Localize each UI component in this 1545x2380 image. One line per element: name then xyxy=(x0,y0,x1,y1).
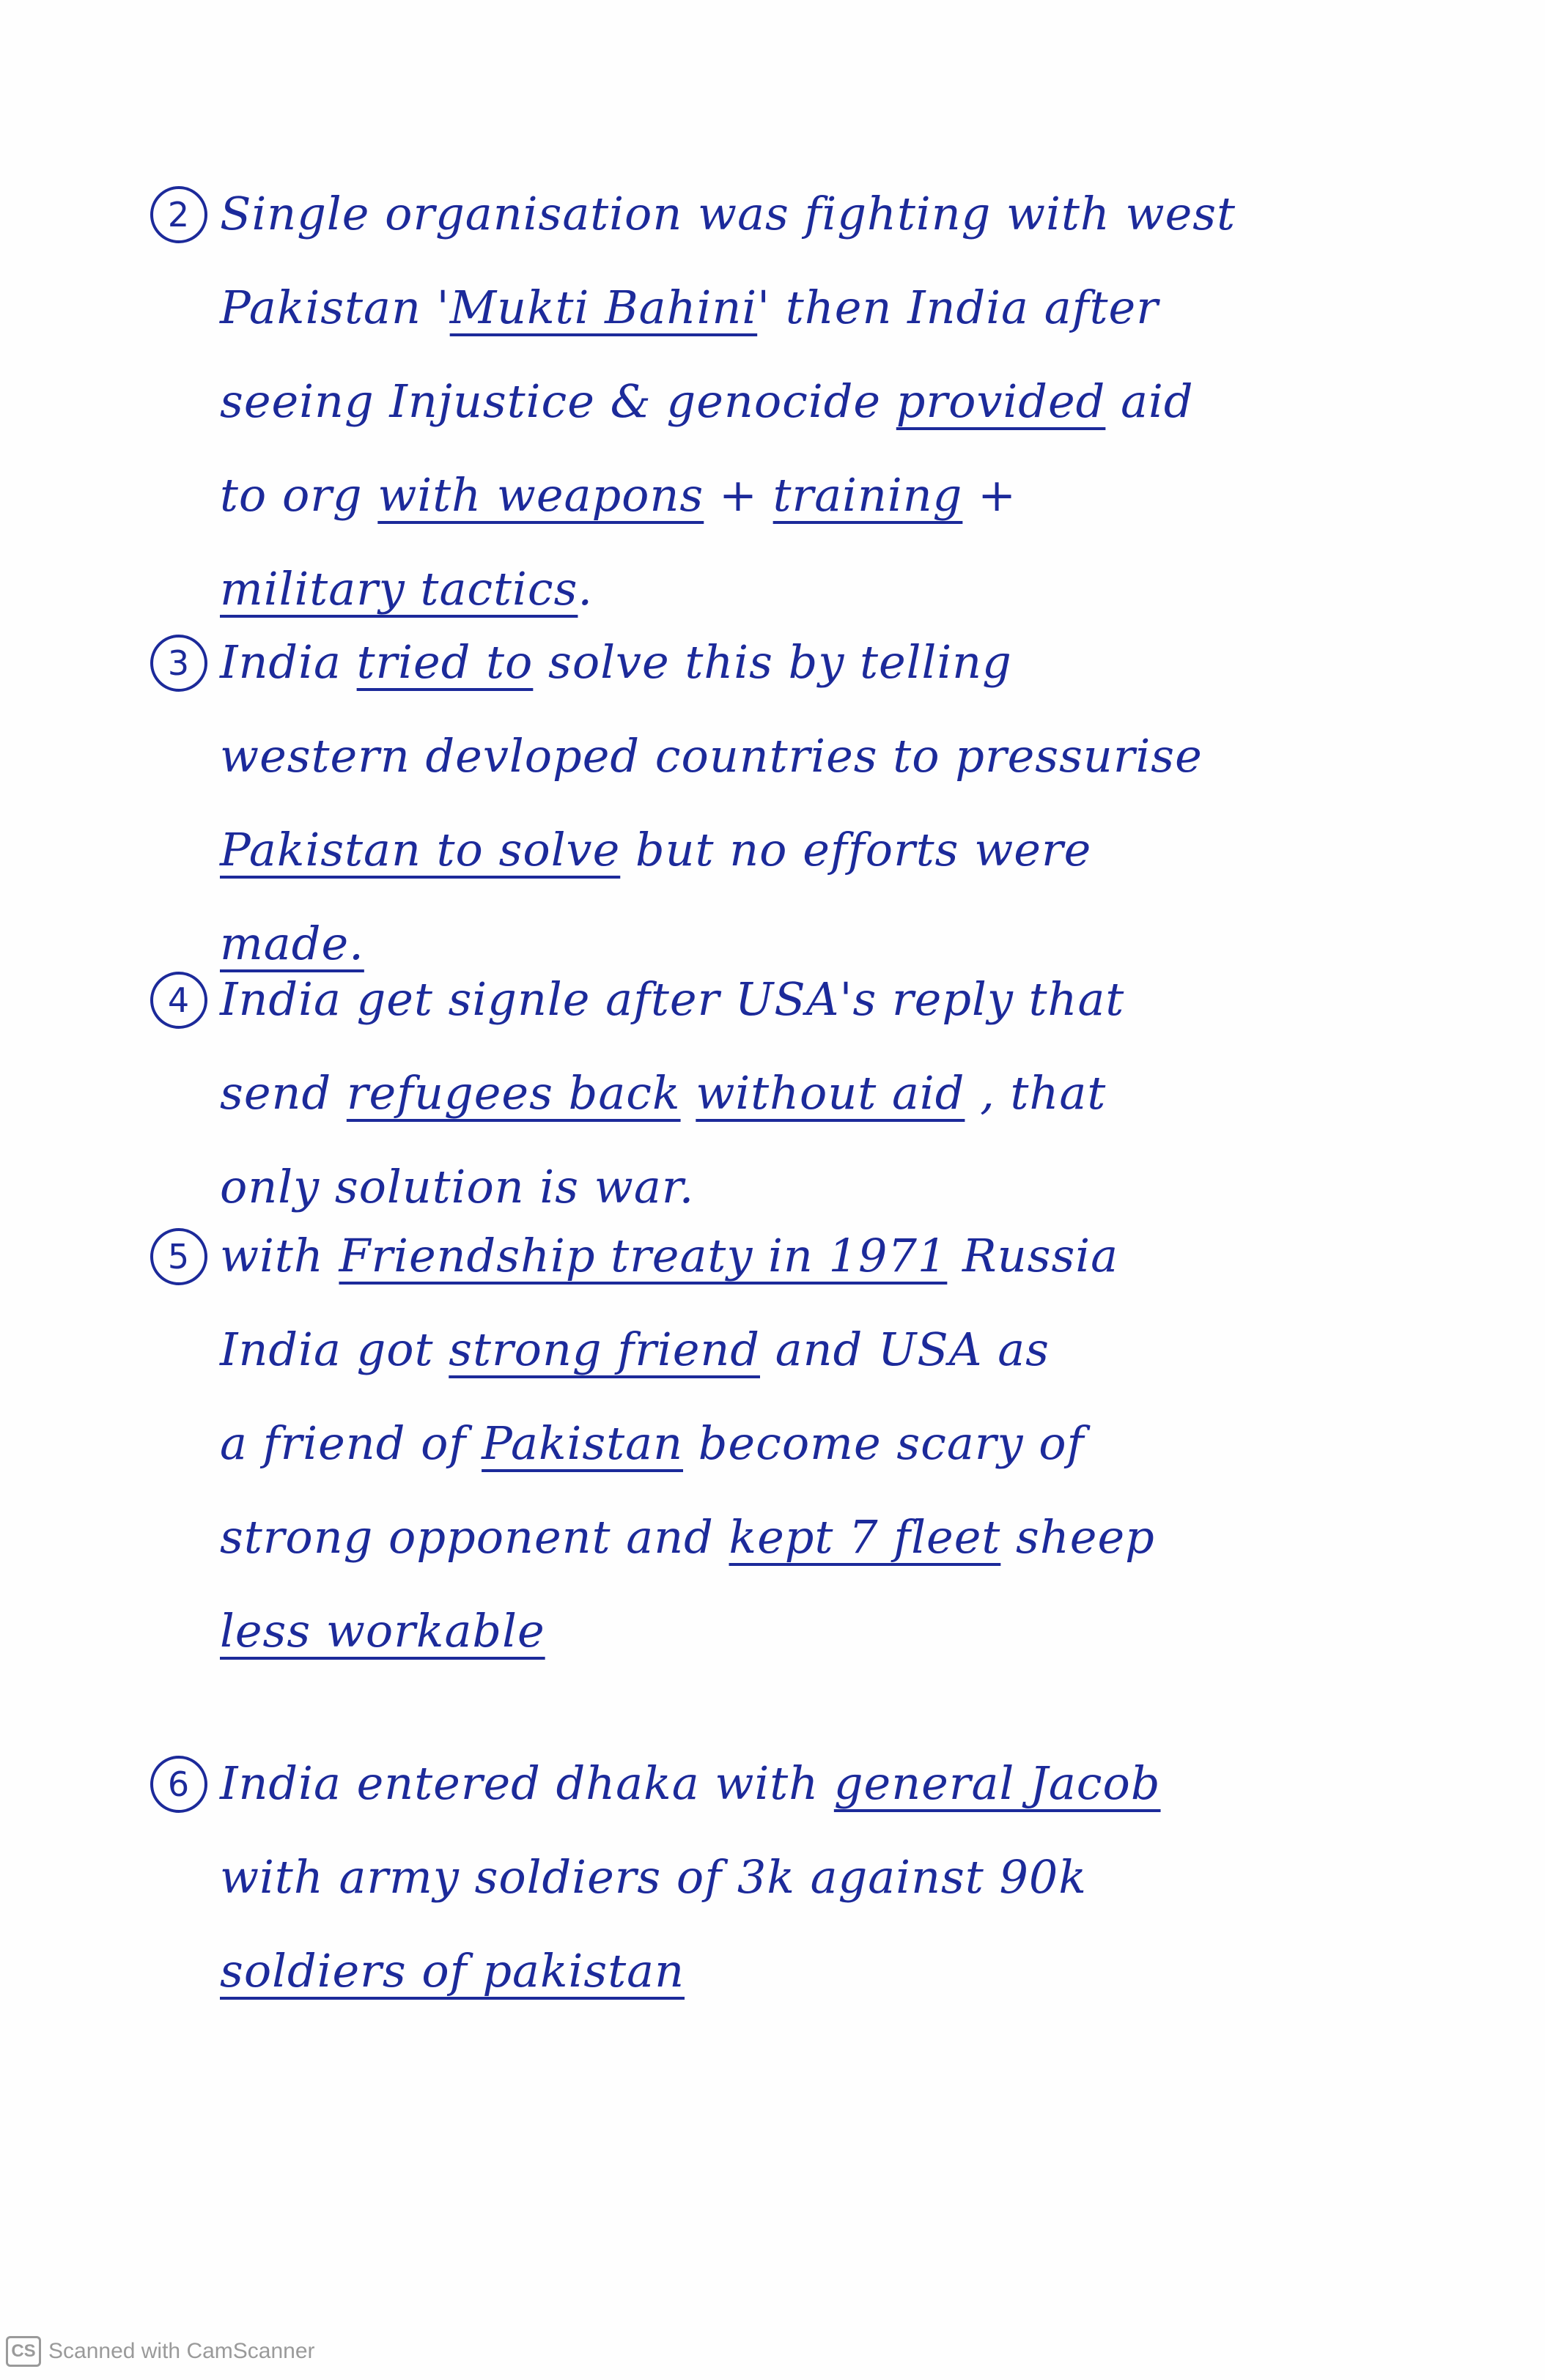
note-text xyxy=(220,1209,1363,1678)
text-segment: only solution is war. xyxy=(220,1160,695,1213)
scanner-watermark xyxy=(6,2336,315,2367)
underlined-phrase: made. xyxy=(220,917,364,970)
text-segment: + xyxy=(704,468,773,522)
text-line xyxy=(220,953,1363,1046)
text-line xyxy=(220,1046,1363,1140)
text-segment: to org xyxy=(220,468,378,522)
text-segment: Pakistan ' xyxy=(220,281,450,334)
text-line xyxy=(220,616,1363,709)
text-segment: with army soldiers of 3k against 90k xyxy=(220,1850,1087,1904)
text-segment: India got xyxy=(220,1323,449,1376)
item-number-badge: 4 xyxy=(150,972,207,1029)
text-segment: India xyxy=(220,635,357,689)
text-line xyxy=(220,1584,1363,1678)
underlined-phrase: kept 7 fleet xyxy=(729,1510,1001,1564)
text-segment: Russia xyxy=(947,1229,1119,1282)
text-segment: India entered dhaka with xyxy=(220,1756,834,1810)
item-number-badge: 3 xyxy=(150,635,207,692)
text-line xyxy=(220,261,1363,355)
underlined-phrase: Pakistan xyxy=(482,1416,684,1470)
underlined-phrase: tried to xyxy=(356,635,534,689)
text-line xyxy=(220,448,1363,542)
text-line xyxy=(220,1209,1363,1303)
camscanner-logo-icon: CS xyxy=(6,2336,41,2367)
text-segment: become scary of xyxy=(683,1416,1085,1470)
text-segment: solve this by telling xyxy=(533,635,1012,689)
underlined-phrase: soldiers of pakistan xyxy=(220,1944,685,1998)
text-line xyxy=(220,1397,1363,1490)
text-line xyxy=(220,1490,1363,1584)
note-text xyxy=(220,953,1363,1234)
item-number-badge: 5 xyxy=(150,1228,207,1285)
underlined-phrase: general Jacob xyxy=(833,1756,1161,1810)
text-line xyxy=(220,1303,1363,1397)
item-number-badge: 6 xyxy=(150,1756,207,1813)
text-line xyxy=(220,167,1363,261)
underlined-phrase: provided xyxy=(896,374,1106,428)
note-item-3 xyxy=(167,616,1363,991)
item-number-badge: 2 xyxy=(150,186,207,243)
text-segment: strong opponent and xyxy=(220,1510,729,1564)
underlined-phrase: Mukti Bahini xyxy=(449,281,758,334)
underlined-phrase: refugees back xyxy=(346,1066,681,1120)
text-segment: seeing Injustice & genocide xyxy=(220,374,896,428)
underlined-phrase: less workable xyxy=(220,1604,545,1658)
watermark-text: Scanned with CamScanner xyxy=(48,2339,315,2363)
text-segment: sheep xyxy=(1000,1510,1155,1564)
underlined-phrase: Pakistan to solve xyxy=(220,823,621,876)
underlined-phrase: strong friend xyxy=(449,1323,760,1376)
note-item-5 xyxy=(167,1209,1363,1678)
note-text xyxy=(220,167,1363,636)
note-item-4 xyxy=(167,953,1363,1234)
text-line xyxy=(220,803,1363,897)
text-segment: send xyxy=(220,1066,347,1120)
text-segment: western devloped countries to pressurise xyxy=(220,729,1203,783)
text-segment: a friend of xyxy=(220,1416,482,1470)
note-item-2 xyxy=(167,167,1363,636)
text-line xyxy=(220,1830,1363,1924)
text-segment: , that xyxy=(965,1066,1107,1120)
text-segment: but no efforts were xyxy=(620,823,1092,876)
underlined-phrase: Friendship treaty in 1971 xyxy=(339,1229,948,1282)
text-line xyxy=(220,355,1363,448)
text-segment: aid xyxy=(1105,374,1194,428)
text-segment: India get signle after USA's reply that xyxy=(220,972,1125,1026)
text-line xyxy=(220,709,1363,803)
text-segment: . xyxy=(578,562,594,616)
text-segment: ' then India after xyxy=(757,281,1159,334)
underlined-phrase: training xyxy=(772,468,963,522)
underlined-phrase: without aid xyxy=(696,1066,965,1120)
text-segment xyxy=(681,1066,696,1120)
note-item-6 xyxy=(167,1737,1363,2018)
text-line xyxy=(220,1924,1363,2018)
text-segment: and USA as xyxy=(760,1323,1050,1376)
note-text xyxy=(220,616,1363,991)
underlined-phrase: with weapons xyxy=(377,468,704,522)
text-line xyxy=(220,1737,1363,1830)
text-segment: Single organisation was fighting with west xyxy=(220,187,1236,240)
text-segment: + xyxy=(962,468,1017,522)
text-segment: with xyxy=(220,1229,339,1282)
note-text xyxy=(220,1737,1363,2018)
underlined-phrase: military tactics xyxy=(220,562,578,616)
